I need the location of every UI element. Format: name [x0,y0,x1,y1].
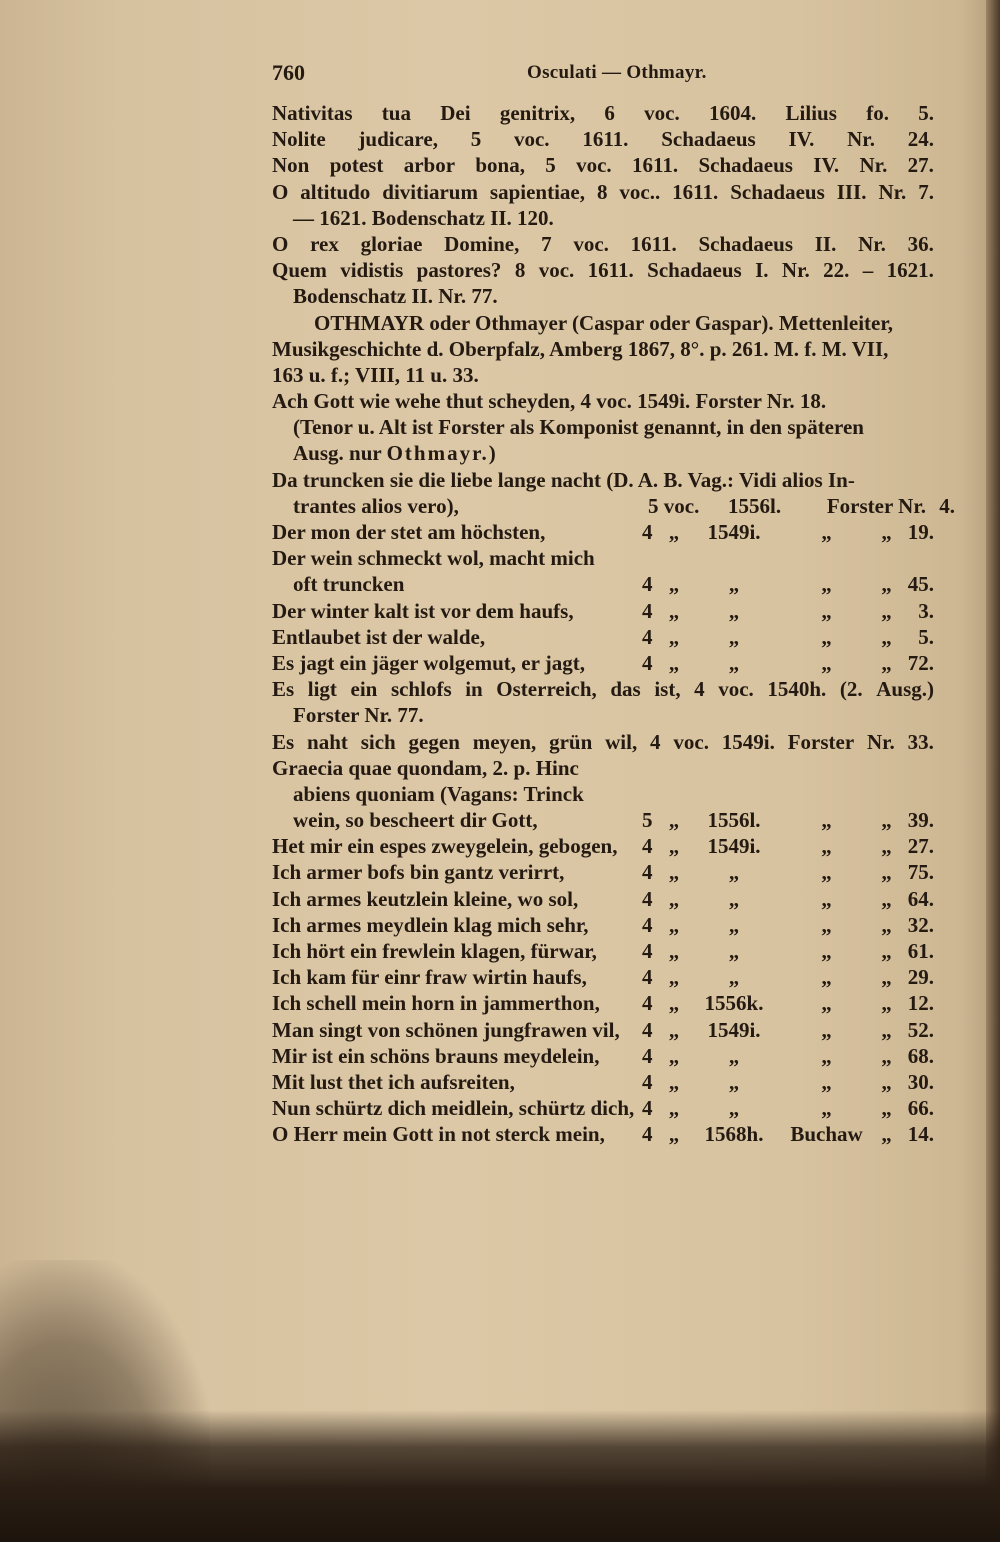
word: 1611. [632,153,679,178]
word: voc.. [619,179,661,204]
text-line: — 1621. Bodenschatz II. 120. [293,205,554,230]
ditto-mark: „ [881,1017,892,1042]
number: 3. [918,598,934,623]
text-line [272,729,934,755]
word: divitiarum [382,179,478,204]
ditto-mark: „ [881,624,892,649]
word: 36. [907,231,934,256]
word: Nr. [867,729,895,754]
table-row [272,1017,934,1043]
voices: 4 [642,991,653,1016]
source: „ [821,520,832,544]
word: judicare, [358,127,438,152]
voices [642,545,659,571]
word: Es [272,677,295,702]
ditto-mark: „ [668,572,680,597]
word: 7 [541,231,552,256]
word: meyen, [472,729,537,754]
word: 4 [694,677,705,702]
ditto-mark: „ [668,1043,680,1068]
word: voc. [718,677,754,702]
word: vidistis [340,258,404,283]
year: „ [728,650,740,675]
ditto-mark: „ [881,834,892,859]
word: Lilius [785,101,837,125]
word: Es [272,729,295,754]
year: 1556l. [728,493,782,518]
word: – [862,258,874,283]
word: Dei [440,101,471,125]
text-line: Graecia quae quondam, 2. p. Hinc [272,755,579,780]
word: 6 [604,101,615,125]
ditto-mark: „ [668,598,680,623]
word: voc. [573,231,609,256]
song-title: Der winter kalt ist vor dem haufs, [272,598,574,623]
number: 5. [918,624,934,649]
word: Nativitas [272,101,353,125]
word: gloriae [360,231,423,256]
word: I. [755,258,769,283]
song-title: Ich armes meydlein klag mich sehr, [272,912,589,937]
year: „ [728,860,740,885]
word: voc. [538,258,575,283]
voices: 4 [642,939,653,963]
number: 64. [907,886,934,911]
year: „ [728,1069,740,1094]
ditto-mark: „ [668,1096,680,1121]
text-line [272,126,934,152]
word: ligt [307,677,337,702]
running-title: Osculati — Othmayr. [527,62,707,83]
text-line: 163 u. f.; VIII, 11 u. 33. [272,362,479,387]
ditto-mark: „ [668,1069,680,1094]
text-line [272,179,934,205]
text-span-spaced: Othmayr. [386,441,489,466]
number: 39. [907,808,934,833]
word: sapientiae, [489,179,585,204]
word: Nr. [859,153,888,178]
source: „ [821,598,832,623]
catalog-list [272,807,934,1147]
word: O [272,231,289,256]
song-title: O Herr mein Gott in not sterck mein, [272,1122,605,1147]
number: 29. [907,965,934,990]
year: 1549i. [707,834,761,859]
ditto-mark: „ [668,1122,680,1147]
year: 1556l. [707,808,761,833]
ditto-mark: „ [881,598,892,623]
word: 1540h. [767,677,827,702]
word: 1604. [709,101,757,125]
voices: 4 [642,624,653,649]
word: IV. [813,153,840,178]
ditto-mark: „ [881,939,892,963]
song-title: Entlaubet ist der walde, [272,624,486,649]
word: 1611. [630,231,677,256]
word: O [272,179,289,204]
source: „ [821,939,832,963]
table-row [272,964,934,990]
word: 1611. [587,258,634,283]
year: 1549i. [707,520,761,544]
word: voc. [576,153,612,178]
voices: 4 [642,1122,653,1147]
source: „ [821,834,832,859]
source: „ [821,860,832,885]
word: fo. [866,101,889,125]
word: 1611. [672,179,719,204]
source: „ [821,965,832,990]
ditto-mark: „ [668,860,680,885]
song-title: Nun schürtz dich meidlein, schürtz dich, [272,1096,635,1121]
source: „ [821,1017,832,1042]
ditto-mark: „ [668,520,680,544]
voices: 4 [642,1096,653,1121]
word: Osterreich, [496,677,597,702]
word: voc. [644,101,680,125]
word: 27. [907,153,934,178]
word: altitudo [300,179,371,204]
number: 30. [907,1069,934,1094]
ditto-mark: „ [668,624,680,649]
text-line: Ach Gott wie wehe thut scheyden, 4 voc. 1549i. Forster Nr. 18. [272,389,827,414]
text-span: Ausg. nur [293,441,387,466]
number: 72. [907,650,934,675]
year: „ [728,624,740,649]
text-line: Musikgeschichte d. Oberpfalz, Amberg 1867, 8°. p. 261. M. f. M. VII, [272,336,889,361]
table-row [272,650,934,676]
table-row [272,859,934,885]
text-line: Bodenschatz II. Nr. 77. [293,284,498,309]
year: 1568h. [704,1122,764,1147]
song-title: Mit lust thet ich aufsreiten, [272,1069,515,1094]
ditto-mark: „ [881,1122,892,1147]
year: „ [728,1043,740,1068]
word: pastores? [416,258,502,283]
year: „ [728,598,740,623]
table-row [272,1069,934,1095]
ditto-mark: „ [881,1096,892,1121]
voices: 4 [642,965,653,990]
word: voc. [513,127,550,152]
voices: 4 [642,1069,653,1094]
year: „ [728,886,740,911]
number [899,545,934,571]
word: arbor [403,153,456,178]
source: „ [821,912,832,937]
ditto-mark: „ [881,886,892,911]
voices: 4 [642,520,653,544]
source: „ [821,1069,832,1094]
word: bona, [475,153,525,178]
table-row [272,886,934,912]
year: „ [728,572,740,597]
word: Nolite [272,127,326,152]
text-line: Da truncken sie die liebe lange nacht (D. A. B. Vag.: Vidi alios In- [272,467,855,492]
word: 7. [918,179,934,204]
ditto-mark: „ [668,912,680,937]
song-title: trantes alios vero), [293,493,459,518]
voices: 4 [642,912,653,937]
ditto-mark: „ [668,939,680,963]
catalog-list [272,519,934,676]
voices: 5 voc. [648,493,700,518]
word: 4 [650,729,661,754]
number: 45. [907,572,934,597]
table-row [272,624,934,650]
word: grün [549,729,593,754]
text-line: (Tenor u. Alt ist Forster als Komponist genannt, in den späteren [293,415,864,440]
word: Schadaeus [647,258,742,283]
number: 27. [907,834,934,859]
word: Forster [787,729,855,754]
voices: 5 [642,808,653,833]
table-row [272,571,934,597]
page-number: 760 [272,60,305,85]
source: „ [821,808,832,833]
ditto-mark [874,545,899,571]
word: 22. [823,258,850,283]
text-span: ) [488,441,496,466]
ditto-mark: „ [668,808,680,833]
number: 14. [907,1122,934,1147]
voices: 4 [642,834,653,859]
word: (2. [839,677,863,702]
word: Nr. [847,127,875,152]
word: Quem [272,258,327,283]
word: gegen [408,729,460,754]
source: Forster Nr. [826,493,926,518]
page-edge [986,0,1000,1542]
ditto-mark: „ [668,650,680,675]
composer-name: OTHMAYR [314,310,425,335]
word: 5 [470,127,482,152]
number: 75. [907,860,934,885]
song-title: Ich kam für einr fraw wirtin haufs, [272,965,587,990]
ditto-mark: „ [668,991,680,1016]
ditto-mark: „ [881,991,892,1016]
word: 8 [596,179,608,204]
number: 61. [907,939,934,963]
voices: 4 [642,1017,653,1042]
text-line: abiens quoniam (Vagans: Trinck [293,781,584,806]
source: „ [821,624,832,649]
ditto-mark: „ [881,572,892,597]
source: „ [821,1043,832,1068]
ditto-mark: „ [881,912,892,937]
word: Nr. [878,179,907,204]
voices: 4 [642,886,653,911]
table-row [272,1043,934,1069]
ditto-mark: „ [881,1043,892,1068]
song-title: Ich hört ein frewlein klagen, fürwar, [272,939,597,963]
word: wil, [605,729,638,754]
word: 8 [514,258,526,283]
word: Schadaeus [698,153,793,178]
word: potest [329,153,384,178]
ditto-mark: „ [668,1017,680,1042]
word: 1549i. [721,729,775,754]
word: Schadaeus [698,231,794,256]
number: 19. [907,520,934,544]
word: in [465,677,483,702]
page-header [272,60,932,86]
word: ein [350,677,378,702]
song-title: wein, so bescheert dir Gott, [293,808,538,833]
number: 32. [907,912,934,937]
table-row [272,807,934,833]
table-row [272,833,934,859]
word: Domine, [444,231,520,256]
year [689,545,779,571]
song-title: Ich schell mein horn in jammerthon, [272,991,600,1016]
year: „ [728,1096,740,1121]
text-line [272,440,934,466]
word: Nr. [858,231,886,256]
number: 52. [907,1017,934,1042]
ditto-mark: „ [881,808,892,833]
text-line [272,257,934,283]
text-line [272,100,934,126]
year: „ [728,965,740,990]
voices: 4 [642,1043,653,1068]
year: 1549i. [707,1017,761,1042]
voices: 4 [642,650,653,675]
word: Ausg.) [876,677,934,702]
source: „ [821,1096,832,1121]
word: ist, [654,677,681,702]
table-row [272,990,934,1016]
voices: 4 [642,598,653,623]
word: II. [814,231,837,256]
word: 1621. [886,258,934,283]
word: genitrix, [499,101,576,125]
table-row [272,912,934,938]
source: „ [821,572,832,597]
year: „ [728,912,740,937]
song-title: Der wein schmeckt wol, macht mich [272,546,595,571]
year: „ [728,939,740,963]
source: „ [821,650,832,675]
table-row [272,1121,934,1147]
ditto-mark [659,545,689,571]
text-line: Forster Nr. 77. [293,703,424,728]
word: Schadaeus [661,127,756,152]
composer-heading-rest: oder Othmayer (Caspar oder Gaspar). Mettenleiter, [424,310,893,335]
ditto-mark: „ [881,860,892,885]
ditto-mark: „ [668,965,680,990]
text-line [272,231,934,257]
source: Buchaw [790,1122,863,1147]
ditto-mark: „ [881,965,892,990]
song-title: Ich armes keutzlein kleine, wo sol, [272,886,579,911]
song-title: Mir ist ein schöns brauns meydelein, [272,1043,600,1068]
table-row [272,519,934,545]
word: tua [381,101,411,125]
voices: 4 [642,860,653,885]
word: Schadaeus [730,179,825,204]
number: 66. [907,1096,934,1121]
word: Nr. [781,258,810,283]
word: 1611. [582,127,629,152]
word: rex [310,231,339,256]
word: das [610,677,641,702]
ditto-mark: „ [881,650,892,675]
song-title: Ich armer bofs bin gantz verirrt, [272,860,565,885]
number: 12. [907,991,934,1016]
year: 1556k. [704,991,764,1016]
voices: 4 [642,572,653,597]
word: III. [836,179,867,204]
song-title: oft truncken [293,572,405,597]
page-body [272,100,955,1148]
text-line [272,676,934,702]
table-row [272,493,955,519]
word: 33. [907,729,934,754]
song-title: Es jagt ein jäger wolgemut, er jagt, [272,650,585,675]
number: 68. [907,1043,934,1068]
word: sich [360,729,396,754]
word: IV. [788,127,815,152]
text-line [272,152,934,178]
word: 5. [918,101,934,125]
song-title: Der mon der stet am höchsten, [272,520,546,544]
source: „ [821,886,832,911]
table-row [272,545,934,571]
table-row [272,1095,934,1121]
ditto-mark: „ [881,520,892,544]
ditto-mark: „ [881,1069,892,1094]
song-title: Man singt von schönen jungfrawen vil, [272,1017,620,1042]
composer-heading [272,310,934,336]
ditto-mark: „ [668,834,680,859]
word: Non [272,153,310,178]
ditto-mark: „ [668,886,680,911]
source [779,545,874,571]
word: 24. [907,127,934,152]
number: 4. [939,493,955,518]
word: voc. [673,729,709,754]
word: naht [307,729,348,754]
word: schlofs [390,677,452,702]
table-row [272,938,934,964]
word: 5 [545,153,556,178]
source: „ [821,991,832,1016]
table-row [272,598,934,624]
song-title: Het mir ein espes zweygelein, gebogen, [272,834,618,859]
scan-shadow [0,1410,1000,1542]
